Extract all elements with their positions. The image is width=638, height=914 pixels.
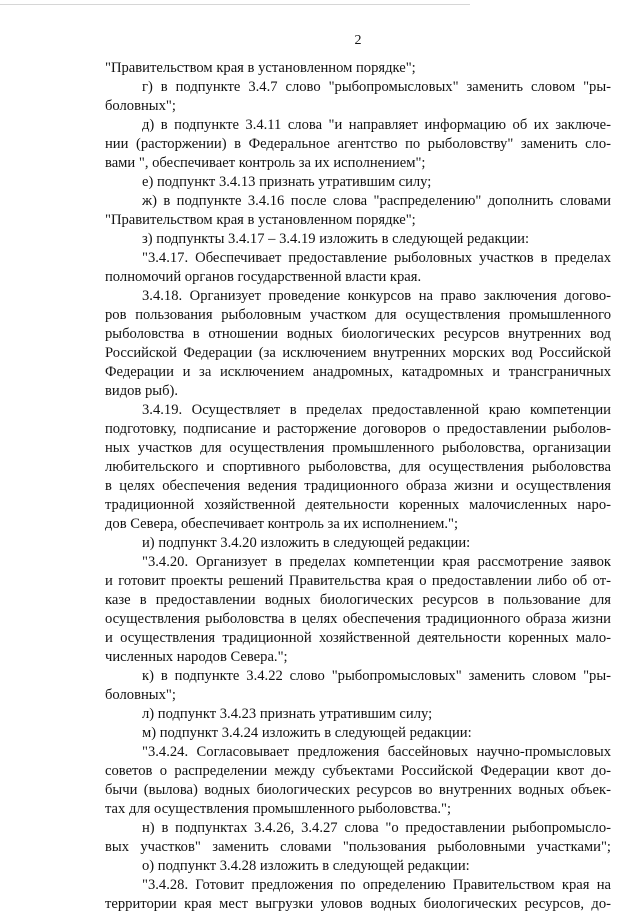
text-line: о) подпункт 3.4.28 изложить в следующей редакции: xyxy=(142,858,470,874)
text-line: д) в подпункте 3.4.11 слова "и направляет информацию об их заключе- xyxy=(142,117,611,133)
text-line: осуществления рыболовства в целях обеспечения традиционного образа жизни xyxy=(105,611,611,627)
text-line: ных участков для осуществления промышленного рыболовства, организации xyxy=(105,440,611,456)
text-line: 3.4.19. Осуществляет в пределах предоставленной краю компетенции xyxy=(142,402,611,418)
text-line: Российской Федерации (за исключением внутренних морских вод Российской xyxy=(105,345,611,361)
text-line: нии (расторжении) в Федеральное агентство по рыболовству" заменить сло- xyxy=(105,136,611,152)
text-line: видов рыб). xyxy=(105,383,178,399)
text-line: 3.4.18. Организует проведение конкурсов на право заключения догово- xyxy=(142,288,611,304)
text-line: в целях обеспечения ведения традиционного образа жизни и осуществления xyxy=(105,478,611,494)
text-line: Федерации и за исключением анадромных, катадромных и трансграничных xyxy=(105,364,611,380)
text-line: численных народов Севера."; xyxy=(105,649,288,665)
text-line: л) подпункт 3.4.23 признать утратившим силу; xyxy=(142,706,433,722)
text-line: "Правительством края в установленном порядке"; xyxy=(105,60,416,76)
text-line: "3.4.17. Обеспечивает предоставление рыболовных участков в пределах xyxy=(142,250,611,266)
text-line: и готовит проекты решений Правительства края о предоставлении либо об от- xyxy=(105,573,611,589)
text-line: рыболовства в отношении водных биологических ресурсов внутренних вод xyxy=(105,326,611,342)
text-line: бычи (вылова) водных биологических ресурсов во внутренних водных объек- xyxy=(105,782,611,798)
text-line: тах для осуществления промышленного рыболовства."; xyxy=(105,801,452,817)
text-line: вых участков" заменить словами "пользования рыболовными участками"; xyxy=(105,839,611,855)
text-line: ров пользования рыболовным участком для осуществления промышленного xyxy=(105,307,611,323)
text-line: и осуществления традиционной хозяйственной деятельности коренных мало- xyxy=(105,630,611,646)
text-line: м) подпункт 3.4.24 изложить в следующей редакции: xyxy=(142,725,472,741)
text-line: любительского и спортивного рыболовства, для осуществления рыболовства xyxy=(105,459,611,475)
text-line: "3.4.24. Согласовывает предложения бассейновых научно-промысловых xyxy=(142,744,611,760)
text-line: традиционной хозяйственной деятельности коренных малочисленных наро- xyxy=(105,497,611,513)
text-line: г) в подпункте 3.4.7 слово "рыбопромысловых" заменить словом "ры- xyxy=(142,79,611,95)
text-line: дов Севера, обеспечивает контроль за их исполнением."; xyxy=(105,516,459,532)
page-number: 2 xyxy=(354,33,362,48)
top-scan-rule xyxy=(0,4,470,5)
text-line: "3.4.20. Организует в пределах компетенции края рассмотрение заявок xyxy=(142,554,611,570)
text-line: боловных"; xyxy=(105,687,176,703)
text-line: е) подпункт 3.4.13 признать утратившим силу; xyxy=(142,174,432,190)
text-line: з) подпункты 3.4.17 – 3.4.19 изложить в следующей редакции: xyxy=(142,231,530,247)
text-line: и) подпункт 3.4.20 изложить в следующей редакции: xyxy=(142,535,471,551)
document-body xyxy=(105,59,611,914)
text-line: подготовку, подписание и расторжение договоров о предоставлении рыболов- xyxy=(105,421,611,437)
text-line: казе в предоставлении водных биологических ресурсов в пользование для xyxy=(105,592,611,608)
text-line: советов о распределении между субъектами Российской Федерации квот до- xyxy=(105,763,611,779)
text-line: боловных"; xyxy=(105,98,176,114)
text-line: н) в подпунктах 3.4.26, 3.4.27 слова "о предоставлении рыбопромысло- xyxy=(142,820,611,836)
text-line: вами ", обеспечивает контроль за их исполнением"; xyxy=(105,155,426,171)
text-line: ж) в подпункте 3.4.16 после слова "распределению" дополнить словами xyxy=(142,193,611,209)
text-line: "Правительством края в установленном порядке"; xyxy=(105,212,416,228)
text-line: "3.4.28. Готовит предложения по определению Правительством края на xyxy=(142,877,611,893)
text-line: полномочий органов государственной власти края. xyxy=(105,269,422,285)
text-line: территории края мест выгрузки уловов водных биологических ресурсов, до- xyxy=(105,896,611,912)
text-line: к) в подпункте 3.4.22 слово "рыбопромысловых" заменить словом "ры- xyxy=(142,668,611,684)
